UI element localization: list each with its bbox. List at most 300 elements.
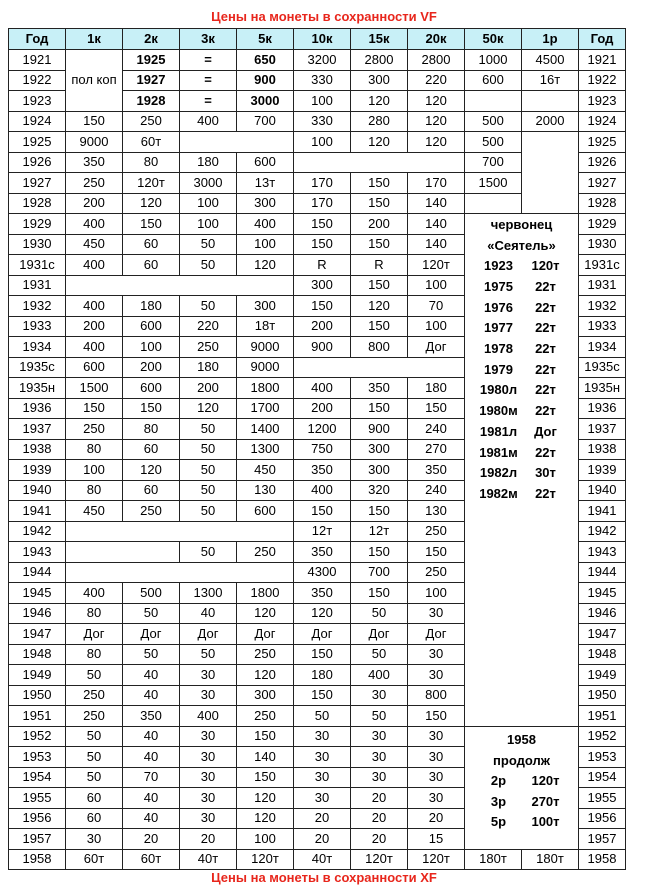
empty-cell	[66, 275, 294, 296]
table-cell: 130	[237, 480, 294, 501]
year-cell-right: 1958	[579, 849, 626, 870]
table-cell: 60	[123, 439, 180, 460]
empty-cell	[465, 193, 522, 214]
continuation-heading: 1958	[507, 731, 536, 747]
column-header: 20к	[408, 29, 465, 50]
table-cell: 30	[351, 767, 408, 788]
table-cell: 100	[237, 234, 294, 255]
table-cell: 180	[180, 357, 237, 378]
table-cell: 270	[408, 439, 465, 460]
table-cell: 250	[66, 706, 123, 727]
table-cell: 200	[123, 357, 180, 378]
table-cell: 400	[294, 378, 351, 399]
table-cell: 40т	[180, 849, 237, 870]
table-cell: 20	[294, 808, 351, 829]
table-cell: 4300	[294, 562, 351, 583]
half-kopeck-value: 3000	[237, 91, 294, 112]
price-table	[8, 28, 626, 870]
table-cell: 700	[465, 152, 522, 173]
year-cell-right: 1934	[579, 337, 626, 358]
year-cell: 1938	[9, 439, 66, 460]
table-cell: 250	[237, 706, 294, 727]
table-cell: 9000	[237, 357, 294, 378]
year-cell: 1924	[9, 111, 66, 132]
table-cell: R	[351, 255, 408, 276]
table-cell: 40	[123, 788, 180, 809]
chervonets-item	[465, 359, 578, 380]
chervonets-year: 1980л	[479, 382, 518, 398]
table-cell: 50	[351, 603, 408, 624]
table-cell: 220	[408, 70, 465, 91]
table-cell: 120	[237, 808, 294, 829]
table-cell: 120	[123, 460, 180, 481]
table-cell: 150	[294, 501, 351, 522]
continuation-coin: 2р	[490, 772, 507, 788]
year-cell-right: 1936	[579, 398, 626, 419]
table-cell: 120	[123, 193, 180, 214]
year-cell-right: 1932	[579, 296, 626, 317]
table-cell: 15	[408, 829, 465, 850]
table-cell: 250	[123, 111, 180, 132]
table-cell: 150	[408, 706, 465, 727]
table-cell: 150	[408, 398, 465, 419]
year-cell: 1929	[9, 214, 66, 235]
table-cell: 50	[294, 706, 351, 727]
chervonets-item	[465, 297, 578, 318]
table-cell: 200	[180, 378, 237, 399]
table-cell: 100	[180, 193, 237, 214]
table-cell: R	[294, 255, 351, 276]
table-cell: 18т	[237, 316, 294, 337]
table-cell: 130	[408, 501, 465, 522]
half-kopeck-value: 900	[237, 70, 294, 91]
table-cell: 50	[66, 767, 123, 788]
year-cell: 1935с	[9, 357, 66, 378]
table-cell: 4500	[522, 50, 579, 71]
table-cell: 1200	[294, 419, 351, 440]
year-cell: 1958	[9, 849, 66, 870]
year-cell: 1953	[9, 747, 66, 768]
table-cell: 60	[123, 480, 180, 501]
year-cell-right: 1922	[579, 70, 626, 91]
table-cell: 50	[66, 726, 123, 747]
year-cell: 1935н	[9, 378, 66, 399]
chervonets-block	[465, 214, 579, 727]
table-cell: 170	[294, 193, 351, 214]
table-cell: 800	[408, 685, 465, 706]
table-cell: 400	[180, 111, 237, 132]
table-cell: 600	[237, 152, 294, 173]
table-cell: 300	[351, 70, 408, 91]
chervonets-item	[465, 484, 578, 505]
table-cell: 60т	[123, 132, 180, 153]
table-cell: 400	[66, 296, 123, 317]
table-cell: 20	[180, 829, 237, 850]
table-cell: 350	[294, 542, 351, 563]
table-cell: Дог	[66, 624, 123, 645]
year-cell-right: 1931	[579, 275, 626, 296]
table-cell: 30	[408, 665, 465, 686]
chervonets-year: 1978	[484, 341, 513, 357]
table-cell: 50	[180, 234, 237, 255]
table-cell: 30	[408, 603, 465, 624]
table-cell: 2000	[522, 111, 579, 132]
table-cell: 80	[66, 480, 123, 501]
table-cell: 500	[123, 583, 180, 604]
table-cell: 400	[351, 665, 408, 686]
table-cell: 30	[408, 767, 465, 788]
table-cell: 50	[180, 439, 237, 460]
table-cell: 40	[123, 808, 180, 829]
table-cell: 20	[351, 829, 408, 850]
chervonets-value: 22т	[535, 485, 556, 501]
table-cell: 70	[408, 296, 465, 317]
table-cell: 30	[351, 747, 408, 768]
table-cell: 100	[408, 275, 465, 296]
table-cell: 250	[66, 685, 123, 706]
continuation-item	[465, 771, 578, 792]
table-cell: 30	[408, 747, 465, 768]
table-cell: 50	[180, 460, 237, 481]
table-cell: 350	[351, 378, 408, 399]
year-cell: 1931	[9, 275, 66, 296]
table-cell: 700	[351, 562, 408, 583]
table-cell: 120	[237, 665, 294, 686]
year-cell: 1950	[9, 685, 66, 706]
table-cell: 120т	[408, 255, 465, 276]
table-cell: 140	[408, 193, 465, 214]
table-cell: 100	[408, 316, 465, 337]
table-cell: 100	[123, 337, 180, 358]
table-cell: 20	[351, 788, 408, 809]
table-cell: 500	[465, 111, 522, 132]
chervonets-list	[465, 214, 578, 504]
year-cell-right: 1944	[579, 562, 626, 583]
table-cell: 1300	[180, 583, 237, 604]
chervonets-year: 1982м	[479, 485, 518, 501]
year-cell-right: 1928	[579, 193, 626, 214]
column-header: 10к	[294, 29, 351, 50]
table-row	[9, 132, 626, 153]
table-cell: 50	[123, 603, 180, 624]
table-cell: 60	[123, 234, 180, 255]
table-cell: 30	[408, 644, 465, 665]
table-cell: 30	[180, 726, 237, 747]
year-cell-right: 1942	[579, 521, 626, 542]
table-cell: 50	[123, 644, 180, 665]
table-cell: 300	[237, 193, 294, 214]
year-cell: 1940	[9, 480, 66, 501]
table-cell: Дог	[237, 624, 294, 645]
half-kopeck-eq: =	[180, 91, 237, 112]
half-kopeck-year: 1927	[123, 70, 180, 91]
footer-title: Цены на монеты в сохранности XF	[211, 870, 437, 885]
table-cell: 400	[66, 583, 123, 604]
year-cell: 1942	[9, 521, 66, 542]
header-row	[9, 29, 626, 50]
table-cell: 40	[123, 726, 180, 747]
year-cell-right: 1926	[579, 152, 626, 173]
chervonets-value: 22т	[535, 279, 556, 295]
year-cell: 1951	[9, 706, 66, 727]
year-cell: 1952	[9, 726, 66, 747]
table-cell: 120	[351, 91, 408, 112]
table-cell: 140	[408, 214, 465, 235]
year-cell-right: 1956	[579, 808, 626, 829]
table-cell: 250	[408, 562, 465, 583]
table-cell: 80	[123, 152, 180, 173]
table-cell: 120	[408, 111, 465, 132]
table-cell: 250	[408, 521, 465, 542]
year-cell: 1933	[9, 316, 66, 337]
chervonets-year: 1923	[484, 258, 513, 274]
table-cell: 1300	[237, 439, 294, 460]
table-cell: 180т	[465, 849, 522, 870]
table-cell: 30	[180, 665, 237, 686]
table-cell: 60т	[66, 849, 123, 870]
table-cell: 30	[294, 747, 351, 768]
table-cell: 100	[408, 583, 465, 604]
year-cell: 1930	[9, 234, 66, 255]
table-cell: 80	[66, 644, 123, 665]
year-cell: 1921	[9, 50, 66, 71]
continuation-value: 270т	[531, 793, 560, 809]
year-cell-right: 1927	[579, 173, 626, 194]
year-cell: 1947	[9, 624, 66, 645]
table-cell: 400	[294, 480, 351, 501]
column-header: Год	[9, 29, 66, 50]
year-cell-right: 1939	[579, 460, 626, 481]
table-cell: 800	[351, 337, 408, 358]
column-header: 1р	[522, 29, 579, 50]
chervonets-item	[465, 442, 578, 463]
table-cell: 60	[66, 808, 123, 829]
chervonets-heading: червонец	[490, 217, 553, 232]
half-kopeck-value: 650	[237, 50, 294, 71]
continuation-coin: 3р	[490, 793, 507, 809]
table-cell: 300	[237, 296, 294, 317]
table-cell: 250	[237, 644, 294, 665]
table-cell: 150	[351, 193, 408, 214]
table-cell: 350	[408, 460, 465, 481]
chervonets-value: 22т	[535, 361, 556, 377]
table-cell: Дог	[351, 624, 408, 645]
table-cell: 140	[237, 747, 294, 768]
column-header: 3к	[180, 29, 237, 50]
table-row	[9, 214, 626, 235]
empty-cell	[522, 91, 579, 112]
table-cell: 120	[237, 603, 294, 624]
table-cell: 170	[408, 173, 465, 194]
table-cell: 200	[351, 214, 408, 235]
table-cell: 300	[351, 460, 408, 481]
table-cell: 400	[66, 255, 123, 276]
table-cell: 250	[123, 501, 180, 522]
year-cell: 1943	[9, 542, 66, 563]
table-cell: 120т	[408, 849, 465, 870]
table-cell: 50	[351, 644, 408, 665]
table-cell: 220	[180, 316, 237, 337]
chervonets-year: 1981м	[479, 444, 518, 460]
table-cell: 200	[66, 193, 123, 214]
table-cell: 200	[66, 316, 123, 337]
table-cell: 120	[408, 132, 465, 153]
table-cell: 30	[294, 788, 351, 809]
chervonets-year: 1981л	[479, 423, 518, 439]
table-cell: 200	[294, 398, 351, 419]
table-cell: 20	[294, 829, 351, 850]
table-cell: 50	[180, 542, 237, 563]
table-cell: 150	[123, 214, 180, 235]
year-cell: 1939	[9, 460, 66, 481]
table-cell: 9000	[66, 132, 123, 153]
continuation-subheading: продолж	[493, 752, 550, 768]
table-cell: 180т	[522, 849, 579, 870]
table-cell: 120	[351, 132, 408, 153]
table-cell: 250	[180, 337, 237, 358]
year-cell-right: 1949	[579, 665, 626, 686]
table-cell: 450	[237, 460, 294, 481]
year-cell: 1955	[9, 788, 66, 809]
table-cell: 280	[351, 111, 408, 132]
empty-cell	[465, 91, 522, 112]
chervonets-item	[465, 339, 578, 360]
year-cell-right: 1929	[579, 214, 626, 235]
table-cell: 100	[294, 91, 351, 112]
table-cell: 20	[351, 808, 408, 829]
column-header: 5к	[237, 29, 294, 50]
chervonets-value: 22т	[535, 382, 556, 398]
table-cell: 40	[123, 685, 180, 706]
continuation-value: 100т	[531, 814, 560, 830]
table-cell: 70	[123, 767, 180, 788]
table-cell: 13т	[237, 173, 294, 194]
table-cell: 500	[465, 132, 522, 153]
table-cell: 1000	[465, 50, 522, 71]
half-kopeck-eq: =	[180, 70, 237, 91]
table-cell: 140	[408, 234, 465, 255]
table-cell: 150	[237, 767, 294, 788]
table-cell: 3200	[294, 50, 351, 71]
table-cell: 150	[294, 685, 351, 706]
year-cell-right: 1924	[579, 111, 626, 132]
table-cell: 30	[180, 767, 237, 788]
year-cell-right: 1957	[579, 829, 626, 850]
year-cell-right: 1953	[579, 747, 626, 768]
continuation-item	[465, 812, 578, 833]
table-cell: 300	[351, 439, 408, 460]
table-cell: 50	[66, 747, 123, 768]
year-cell: 1937	[9, 419, 66, 440]
table-cell: 2800	[351, 50, 408, 71]
table-cell: 150	[351, 398, 408, 419]
table-cell: 150	[66, 111, 123, 132]
table-row	[9, 726, 626, 747]
table-cell: 240	[408, 419, 465, 440]
chervonets-item	[465, 380, 578, 401]
table-cell: 120т	[237, 849, 294, 870]
table-cell: 300	[294, 275, 351, 296]
table-cell: 150	[351, 583, 408, 604]
chervonets-value: Дог	[534, 423, 557, 439]
table-cell: Дог	[123, 624, 180, 645]
year-cell-right: 1951	[579, 706, 626, 727]
table-row	[9, 849, 626, 870]
empty-cell	[522, 132, 579, 214]
table-cell: 250	[237, 542, 294, 563]
year-cell-right: 1931с	[579, 255, 626, 276]
table-cell: 80	[123, 419, 180, 440]
year-cell: 1925	[9, 132, 66, 153]
empty-cell	[180, 132, 294, 153]
table-cell: 120	[351, 296, 408, 317]
year-cell: 1926	[9, 152, 66, 173]
empty-cell	[66, 542, 180, 563]
chervonets-subheading: «Сеятель»	[487, 238, 556, 253]
chervonets-year: 1975	[484, 279, 513, 295]
table-cell: 100	[294, 132, 351, 153]
table-cell: 400	[66, 214, 123, 235]
half-kopeck-eq: =	[180, 50, 237, 71]
table-cell: 350	[294, 460, 351, 481]
table-cell: 3000	[180, 173, 237, 194]
table-cell: 120	[180, 398, 237, 419]
year-cell: 1957	[9, 829, 66, 850]
table-cell: 450	[66, 501, 123, 522]
table-cell: 600	[123, 378, 180, 399]
table-cell: 250	[66, 173, 123, 194]
year-cell-right: 1921	[579, 50, 626, 71]
year-cell-right: 1930	[579, 234, 626, 255]
table-cell: 330	[294, 111, 351, 132]
year-cell-right: 1954	[579, 767, 626, 788]
year-cell: 1941	[9, 501, 66, 522]
table-cell: 200	[294, 316, 351, 337]
half-kopeck-label: пол коп	[66, 50, 123, 112]
column-header: Год	[579, 29, 626, 50]
table-cell: 1800	[237, 583, 294, 604]
table-cell: 150	[351, 275, 408, 296]
year-cell: 1956	[9, 808, 66, 829]
table-cell: 350	[66, 152, 123, 173]
page-title: Цены на монеты в сохранности VF	[211, 9, 437, 24]
table-cell: 900	[294, 337, 351, 358]
chervonets-year: 1979	[484, 361, 513, 377]
column-header: 50к	[465, 29, 522, 50]
table-cell: 600	[123, 316, 180, 337]
table-cell: 150	[351, 234, 408, 255]
table-cell: 330	[294, 70, 351, 91]
table-cell: 80	[66, 603, 123, 624]
chervonets-year: 1977	[484, 320, 513, 336]
table-cell: 20	[408, 808, 465, 829]
table-cell: 600	[66, 357, 123, 378]
table-cell: 1500	[66, 378, 123, 399]
year-cell: 1932	[9, 296, 66, 317]
table-cell: 150	[294, 234, 351, 255]
table-cell: 600	[465, 70, 522, 91]
table-cell: 30	[180, 788, 237, 809]
table-cell: 16т	[522, 70, 579, 91]
table-cell: 9000	[237, 337, 294, 358]
table-cell: Дог	[408, 337, 465, 358]
table-cell: 20	[123, 829, 180, 850]
table-cell: 180	[123, 296, 180, 317]
table-cell: 900	[351, 419, 408, 440]
chervonets-value: 22т	[535, 403, 556, 419]
table-cell: 40	[123, 665, 180, 686]
table-cell: 1800	[237, 378, 294, 399]
